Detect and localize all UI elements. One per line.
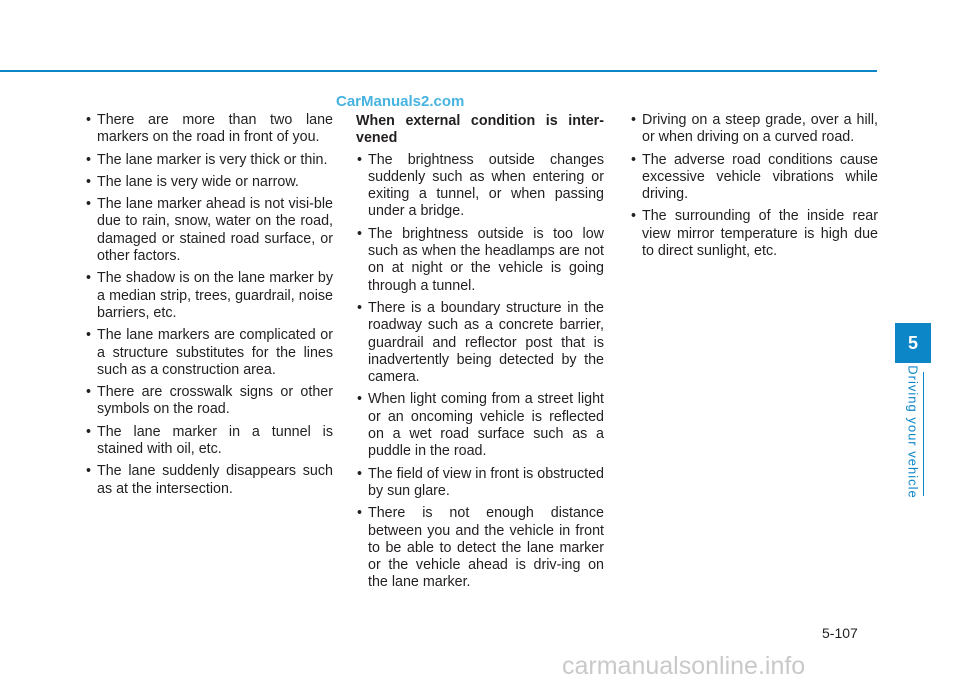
list-item: • When light coming from a street light or an oncoming vehicle is reflected on a wet road surface such as a puddle in the road. xyxy=(357,391,604,460)
section-heading: When external condition is inter-vened xyxy=(356,113,604,147)
bullet-icon: • xyxy=(631,151,637,168)
list-item: • The adverse road conditions cause excessive vehicle vibrations while driving. xyxy=(631,151,878,203)
list-item: • There are crosswalk signs or other symbols on the road. xyxy=(86,384,333,418)
bullet-icon: • xyxy=(86,173,92,190)
bullet-icon: • xyxy=(357,151,363,168)
bullet-icon: • xyxy=(86,423,92,440)
list-item: • The lane marker in a tunnel is stained with oil, etc. xyxy=(86,423,333,458)
chapter-number-tab: 5 xyxy=(895,323,931,363)
list-item: • Driving on a steep grade, over a hill, or when driving on a curved road. xyxy=(631,112,878,146)
list-item: • The lane marker is very thick or thin. xyxy=(86,151,328,168)
list-item: • The shadow is on the lane marker by a median strip, trees, guardrail, noise barriers, etc. xyxy=(86,270,333,321)
list-item: • There are more than two lane markers on the road in front of you. xyxy=(86,112,333,146)
bullet-icon: • xyxy=(631,112,637,128)
watermark-text: CarManuals2.com xyxy=(336,93,465,110)
bullet-icon: • xyxy=(86,463,92,480)
list-item: • There is not enough distance between you and the vehicle in front to be able to detect the lane marker or the vehicle ahead is driv-ing on the lane marker. xyxy=(357,505,604,591)
list-item: • There is a boundary structure in the roadway such as a concrete barrier, guardrail and reflector post that is inadvertently being detected by the camera. xyxy=(357,299,604,386)
list-item: • The surrounding of the inside rear view mirror temperature is high due to direct sunlight, etc. xyxy=(631,208,878,260)
page-number: 5-107 xyxy=(822,625,858,641)
bullet-icon: • xyxy=(357,465,363,482)
chapter-title: Driving your vehicle xyxy=(905,365,921,499)
bullet-icon: • xyxy=(357,391,363,408)
bullet-icon: • xyxy=(86,327,92,344)
column-middle xyxy=(346,113,604,597)
bullet-icon: • xyxy=(357,225,363,242)
bullet-icon: • xyxy=(86,196,92,213)
bullet-list xyxy=(75,112,333,498)
list-item: • The brightness outside is too low such as when the headlamps are not on at night or the vehicle is going through a tunnel. xyxy=(357,225,604,294)
bullet-icon: • xyxy=(86,112,92,128)
list-item: • The brightness outside changes suddenly such as when entering or exiting a tunnel, or when passing under a bridge. xyxy=(357,151,604,220)
bullet-icon: • xyxy=(86,384,92,401)
bullet-icon: • xyxy=(86,270,92,287)
list-item: • The lane marker ahead is not visi-ble due to rain, snow, water on the road, damaged or stained road surface, or other factors. xyxy=(86,196,333,265)
header-rule xyxy=(0,70,877,72)
list-item: • The lane is very wide or narrow. xyxy=(86,173,299,190)
bullet-list xyxy=(620,112,878,260)
bullet-icon: • xyxy=(357,505,363,522)
footer-watermark: carmanualsonline.info xyxy=(562,652,806,680)
bullet-list xyxy=(346,152,604,592)
column-right xyxy=(620,112,878,265)
bullet-icon: • xyxy=(357,299,363,316)
list-item: • The lane suddenly disappears such as at the intersection. xyxy=(86,463,333,497)
chapter-side-rule xyxy=(923,372,924,496)
list-item: • The field of view in front is obstructed by sun glare. xyxy=(357,465,605,499)
column-left xyxy=(75,112,333,503)
bullet-icon: • xyxy=(86,151,92,168)
list-item: • The lane markers are complicated or a structure substitutes for the lines such as a construction area. xyxy=(86,327,333,378)
bullet-icon: • xyxy=(631,208,637,225)
